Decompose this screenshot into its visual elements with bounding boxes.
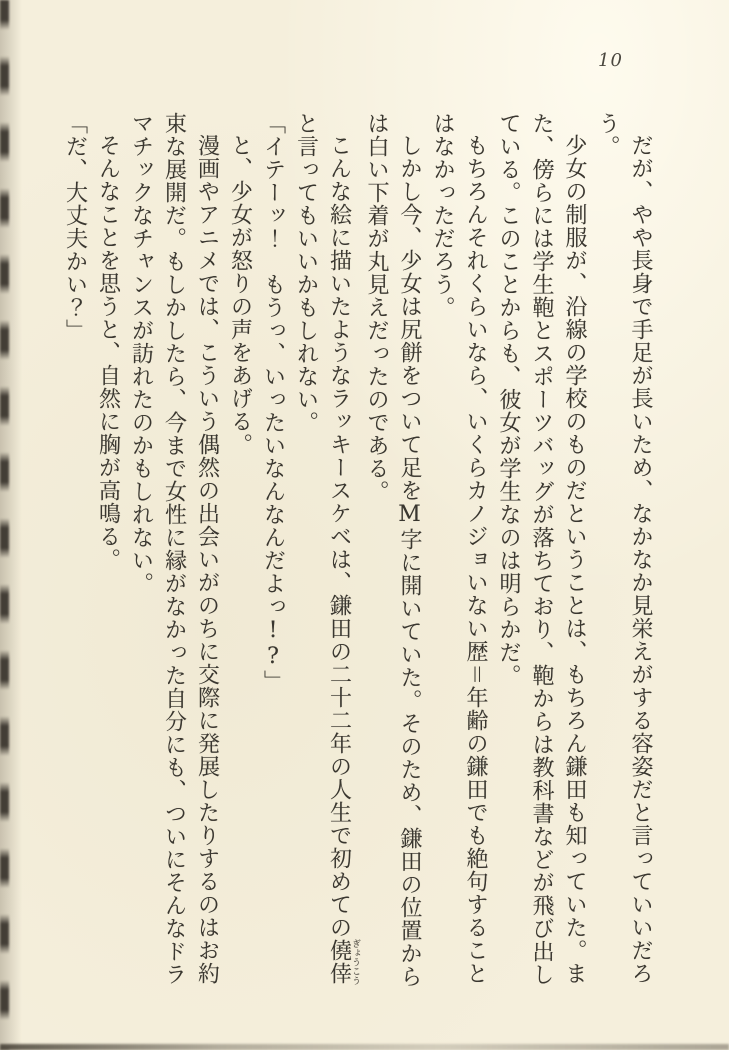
- ruby-base: 僥倖: [326, 939, 352, 985]
- scan-bottom-edge: [0, 1044, 729, 1050]
- ruby-gyoukou: [326, 939, 360, 985]
- text-line-15: マチックなチャンスが訪れたのかもしれない。: [128, 112, 154, 595]
- text-line-17: 「だ、大丈夫かい？」: [62, 112, 88, 342]
- text-block: [59, 112, 658, 1014]
- text-line-4: ている。このことからも、彼女が学生なのは明らかだ。: [496, 112, 521, 687]
- page-number: 10: [598, 50, 623, 71]
- ruby-furigana: ぎょうこう: [350, 939, 360, 985]
- text-line-3: た、傍らには学生鞄とスポーツバッグが落ちており、鞄からは教科書などが飛び出し: [529, 112, 554, 986]
- text-line-7: しかし今、少女は尻餅をついて足をM字に開いていた。そのため、鎌田の位置から: [397, 134, 422, 988]
- text-line-11: 「イテーッ！ もうっ、いったいなんなんだよっ!?」: [260, 112, 286, 693]
- text-line-12: と、少女が怒りの声をあげる。: [227, 134, 253, 456]
- text-line-13: 漫画やアニメでは、こういう偶然の出会いがのちに交際に発展したりするのはお約: [194, 134, 220, 985]
- text-line-9-main: こんな絵に描いたようなラッキースケベは、鎌田の二十二年の人生で初めての: [326, 134, 352, 939]
- text-line-5: もちろんそれくらいなら、いくらカノジョいない歴＝年齢の鎌田でも絶句すること: [463, 134, 488, 985]
- text-line-2: 少女の制服が、沿線の学校のものだということは、もちろん鎌田も知っていた。ま: [562, 134, 587, 985]
- text-line-9: [323, 112, 361, 1014]
- text-line-16: そんなことを思うと、自然に胸が高鳴る。: [95, 134, 121, 571]
- text-line-1: だが、やや長身で手足が長いため、なかなか見栄えがする容姿だと言っていいだろう。: [595, 112, 653, 985]
- scan-page-edge-marks: [0, 0, 9, 1050]
- text-line-14: 束な展開だ。もしかしたら、今まで女性に縁がなかった自分にも、ついにそんなドラ: [161, 112, 187, 986]
- text-line-10: と言ってもいいかもしれない。: [293, 112, 319, 434]
- text-line-6: はなかっただろう。: [430, 112, 455, 319]
- text-line-8: は白い下着が丸見えだったのである。: [364, 112, 389, 503]
